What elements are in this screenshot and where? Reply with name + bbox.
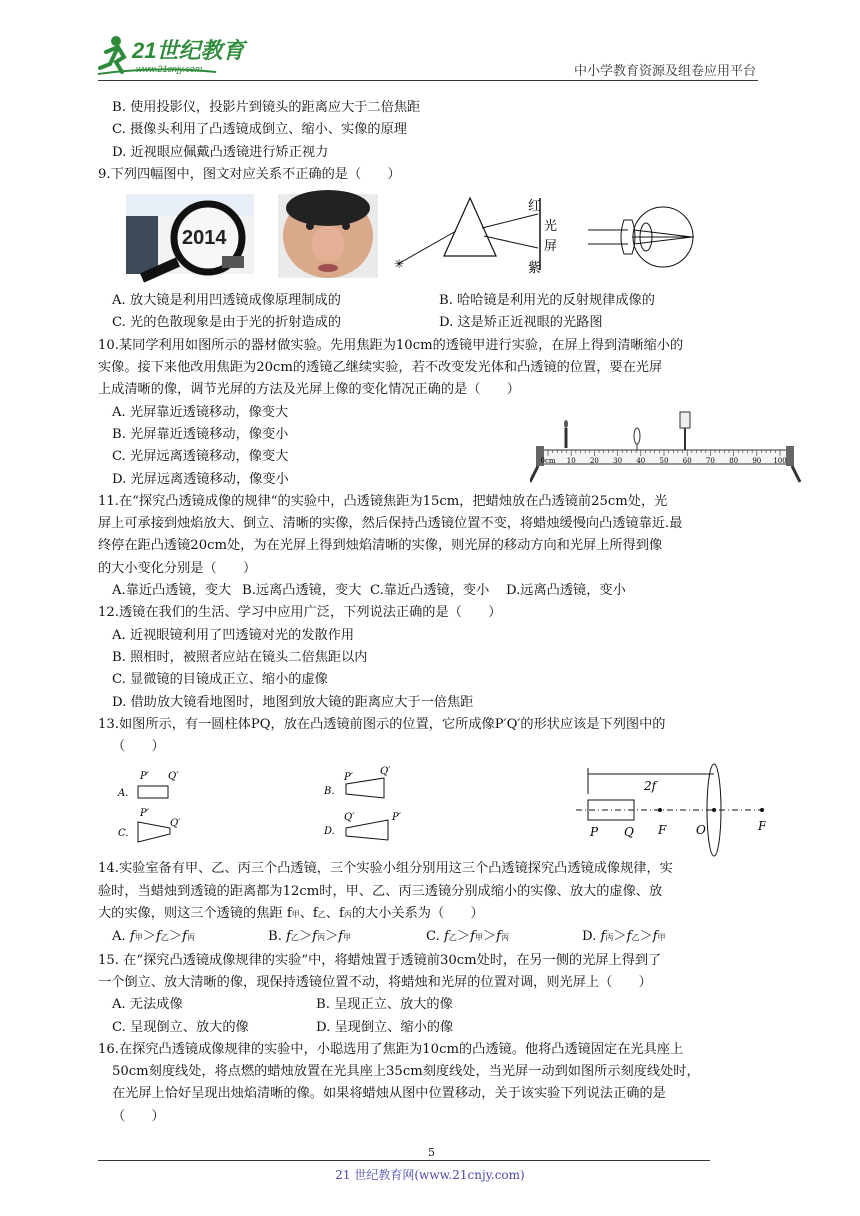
q15-stem-line-2: 一个倒立、放大清晰的像，现保持透镜位置不动，将蜡烛和光屏的位置对调，则光屏上（ ） [98, 974, 652, 990]
magnifier-photo [126, 194, 254, 278]
q9-option-c: C. 光的色散现象是由于光的折射造成的 [112, 315, 342, 331]
page-header [0, 0, 860, 82]
q10-option-a: A. 光屏靠近透镜移动，像变大 [112, 404, 289, 420]
q9-option-b: B. 哈哈镜是利用光的反射规律成像的 [439, 293, 655, 309]
label-screen-1: 光 [544, 219, 558, 235]
ruler-label: 40 [636, 456, 646, 465]
q13-figures [98, 758, 766, 858]
q10-stem-line-2: 实像。接下来他改用焦距为20cm的透镜乙继续实验，若不改变发光体和凸透镜的位置，要在光屏 [98, 360, 663, 376]
q16-stem-line-4: （ ） [112, 1108, 165, 1124]
ruler-label: 20 [589, 456, 599, 465]
q14-options [98, 926, 766, 949]
q15-option-d: D. 呈现倒立、缩小的像 [316, 1019, 454, 1035]
q10-option-d: D. 光屏远离透镜移动，像变小 [112, 471, 289, 487]
label-purple: 紫 [528, 261, 542, 277]
q15-option-c: C. 呈现倒立、放大的像 [112, 1019, 249, 1035]
fig-c-q: Q′ [170, 818, 181, 830]
q9-stem: 9.下列四幅图中，图文对应关系不正确的是（ ） [98, 166, 401, 182]
q14-stem-line-1: 14.实验室备有甲、乙、丙三个凸透镜，三个实验小组分别用这三个凸透镜探究凸透镜成像规律，实 [98, 861, 673, 877]
ruler-label: 80 [729, 456, 739, 465]
q13-stem-line-2: （ ） [112, 739, 165, 755]
logo-21cnjy [96, 32, 266, 78]
q15-stem-line-1: 15. 在“探究凸透镜成像规律的实验”中，将蜡烛置于透镜前30cm处时，在另一侧的光屏上得到了 [98, 952, 662, 968]
fig-c-p: P′ [140, 808, 149, 820]
q9-option-d: D. 这是矫正近视眼的光路图 [439, 315, 603, 331]
optical-bench-diagram [530, 402, 802, 484]
q11-option-b: B.远离凸透镜，变大 [242, 583, 362, 599]
q9-option-a: A. 放大镜是利用凹透镜成像原理制成的 [112, 293, 341, 309]
q10-option-c: C. 光屏远离透镜移动，像变大 [112, 449, 289, 465]
exam-content [98, 97, 787, 1128]
fig-a-q: Q′ [168, 771, 179, 783]
q16-stem-line-3: 在光屏上恰好呈现出烛焰清晰的像。如果将蜡烛从图中位置移动，关于该实验下列说法正确的是 [112, 1086, 666, 1102]
page-number: 5 [428, 1146, 435, 1159]
q14-stem-line-3: 大的实像，则这三个透镜的焦距 f甲、f乙、f丙的大小关系为（ ） [98, 906, 484, 922]
q15-options-row-2 [98, 1017, 766, 1039]
footer-site: 21 世纪教育网(www.21cnjy.com) [335, 1168, 525, 1182]
q8-option-b: B. 使用投影仪，投影片到镜头的距离应大于二倍焦距 [112, 100, 421, 115]
q14-option-d: D. f丙＞f乙＞f甲 [582, 929, 666, 945]
magnifier-banner: 2014 [182, 227, 227, 250]
header-rule [98, 80, 758, 81]
q9-figures [98, 186, 766, 290]
fig-2f-label: 2f [644, 779, 657, 794]
logo-url: www.21cnjy.com [136, 64, 203, 74]
fig-d-q: Q′ [344, 812, 355, 824]
fig-point-o: O [696, 823, 706, 838]
q14-stem-line-2: 验时，当蜡烛到透镜的距离都为12cm时，甲、乙、丙三透镜分别成缩小的实像、放大的虚像、放 [98, 883, 663, 899]
q9-options-row-2 [98, 312, 766, 334]
q11-stem-line-3: 终停在距凸透镜20cm处，为在光屏上得到烛焰清晰的实像，则光屏的移动方向和光屏上所得到像 [98, 538, 663, 554]
q12-stem: 12.透镜在我们的生活、学习中应用广泛，下列说法正确的是（ ） [98, 605, 502, 621]
fig-b-q: Q′ [380, 766, 391, 778]
q12-option-d: D. 借助放大镜看地图时，地图到放大镜的距离应大于一倍焦距 [112, 694, 474, 710]
fig-point-f2: F [758, 819, 766, 834]
q11-stem-line-2: 屏上可承接到烛焰放大、倒立、清晰的实像，然后保持凸透镜位置不变，将蜡烛缓慢向凸透镜靠近.最 [98, 516, 683, 532]
q10-stem-line-3: 上成清晰的像，调节光屏的方法及光屏上像的变化情况正确的是（ ） [98, 382, 520, 398]
ruler-label: 10 [566, 456, 576, 465]
fig-d-p: P′ [392, 812, 401, 824]
fig-point-p: P [590, 825, 599, 840]
q13-figure-set [98, 758, 766, 858]
light-source-icon: ✳ [394, 257, 405, 272]
q14-option-c: C. f乙＞f甲＞f丙 [426, 929, 510, 945]
q12-option-a: A. 近视眼镜利用了凹透镜对光的发散作用 [112, 627, 355, 643]
fig-point-f1: F [658, 823, 667, 838]
q11-stem-line-4: 的大小变化分别是（ ） [98, 560, 257, 576]
ruler-label: 100 [773, 456, 787, 465]
fig-a-p: P′ [140, 771, 149, 783]
q10-stem-line-1: 10.某同学利用如图所示的器材做实验。先用焦距为10cm的透镜甲进行实验，在屏上得到清晰缩小的 [98, 337, 684, 353]
q15-option-a: A. 无法成像 [112, 997, 183, 1013]
fig-a-label: A. [118, 788, 129, 800]
q11-option-a: A.靠近凸透镜，变大 [112, 583, 232, 599]
fig-point-q: Q [624, 825, 634, 840]
q15-option-b: B. 呈现正立、放大的像 [316, 997, 453, 1013]
fig-b-p: P′ [344, 772, 353, 784]
logo-text: 21世纪教育 [132, 38, 245, 63]
q11-options [98, 580, 766, 602]
q11-option-c: C.靠近凸透镜，变小 [370, 583, 490, 599]
fig-b-label: B. [324, 786, 335, 798]
prism-dispersion-diagram [394, 198, 557, 276]
fig-d-label: D. [324, 826, 335, 838]
q14-option-b: B. f乙＞f丙＞f甲 [268, 929, 352, 945]
q9-options-row-1 [98, 290, 766, 312]
q11-option-d: D.远离凸透镜，变小 [506, 583, 626, 599]
ruler-label: 50 [659, 456, 669, 465]
ruler-label: 30 [613, 456, 623, 465]
q16-stem-line-1: 16.在探究凸透镜成像规律的实验中，小聪选用了焦距为10cm的凸透镜。他将凸透镜固定在光具座上 [98, 1041, 684, 1057]
footer-rule [98, 1160, 710, 1161]
eye-correction-diagram [588, 207, 694, 267]
ruler-label: 90 [752, 456, 762, 465]
platform-title: 中小学教育资源及组卷应用平台 [573, 64, 756, 79]
q9-figure-set [98, 186, 766, 290]
label-screen-2: 屏 [544, 239, 558, 255]
fig-c-label: C. [118, 828, 129, 840]
ruler-label: 0cm [540, 456, 556, 465]
q13-stem-line-1: 13.如图所示，有一圆柱体PQ，放在凸透镜前图示的位置，它所成像P′Q′的形状应该是下列图中的 [98, 716, 666, 732]
q12-option-c: C. 显微镜的目镜成正立、缩小的虚像 [112, 672, 328, 688]
q15-options-row-1 [98, 994, 766, 1016]
q16-stem-line-2: 50cm刻度线处，将点燃的蜡烛放置在光具座上35cm刻度线处，当光屏一动到如图所示刻度线处时， [112, 1064, 700, 1080]
funhouse-mirror-photo [278, 190, 378, 278]
q8-option-c: C. 摄像头利用了凸透镜成倒立、缩小、实像的原理 [112, 122, 407, 138]
q8-option-d: D. 近视眼应佩戴凸透镜进行矫正视力 [112, 144, 329, 160]
q10-options-block [98, 402, 787, 491]
q14-option-a: A. f甲＞f乙＞f丙 [112, 929, 195, 945]
ruler-label: 60 [682, 456, 692, 465]
ruler-label: 70 [705, 456, 715, 465]
q12-option-b: B. 照相时，被照者应站在镜头二倍焦距以内 [112, 649, 368, 665]
q11-stem-line-1: 11.在“探究凸透镜成像的规律“的实验中，凸透镜焦距为15cm，把蜡烛放在凸透镜前25cm处，光 [98, 493, 668, 509]
label-red: 红 [528, 199, 542, 215]
q10-option-b: B. 光屏靠近透镜移动，像变小 [112, 426, 289, 442]
